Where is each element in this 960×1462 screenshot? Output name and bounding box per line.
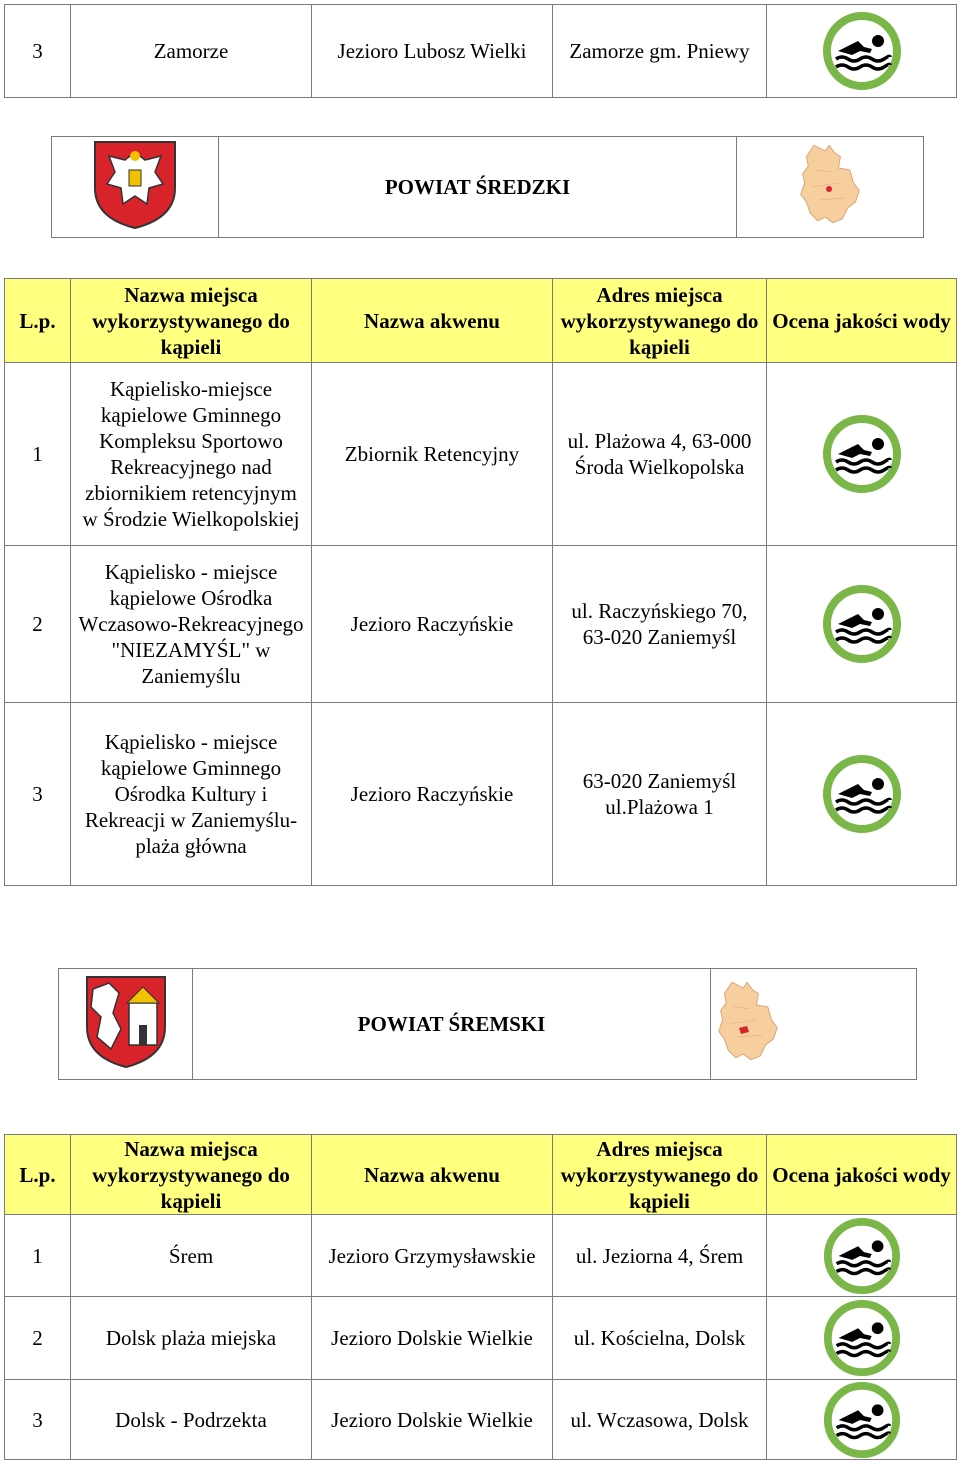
swimming-allowed-icon: [823, 1299, 901, 1377]
swimming-allowed-icon: [823, 1381, 901, 1459]
place-name: Dolsk - Podrzekta: [71, 1380, 312, 1460]
place-name: Kąpielisko - miejsce kąpielowe Gminnego Ośrodka Kultury i Rekreacji w Zaniemyślu-plaża główna: [71, 703, 312, 886]
water-quality-rating: [767, 703, 957, 886]
swimming-allowed-icon: [822, 414, 902, 494]
table-row: [5, 363, 957, 546]
table-row: [5, 1380, 957, 1460]
row-number: 3: [5, 703, 71, 886]
water-body-name: Zbiornik Retencyjny: [312, 363, 553, 546]
water-quality-rating: [767, 1215, 957, 1297]
table-row: [5, 546, 957, 703]
water-body-name: Jezioro Dolskie Wielkie: [312, 1297, 553, 1380]
coat-of-arms-sredzki-icon: [91, 138, 179, 230]
water-quality-rating: [767, 5, 957, 98]
place-name: Zamorze: [71, 5, 312, 98]
water-body-name: Jezioro Lubosz Wielki: [312, 5, 553, 98]
row-number: 1: [5, 363, 71, 546]
header-place: Nazwa miejsca wykorzystywanego do kąpieli: [71, 279, 312, 363]
place-name: Dolsk plaża miejska: [71, 1297, 312, 1380]
sredzki-table: [4, 278, 957, 886]
header-address: Adres miejsca wykorzystywanego do kąpieli: [553, 279, 767, 363]
swimming-allowed-icon: [823, 1217, 901, 1295]
coat-of-arms-sremski: [59, 969, 193, 1080]
section-title: POWIAT ŚREMSKI: [193, 969, 711, 1080]
place-address: ul. Jeziorna 4, Śrem: [553, 1215, 767, 1297]
region-map-sremski-icon: [715, 978, 781, 1064]
water-quality-rating: [767, 1297, 957, 1380]
water-body-name: Jezioro Dolskie Wielkie: [312, 1380, 553, 1460]
row-number: 3: [5, 1380, 71, 1460]
header-rating: Ocena jakości wody: [767, 1135, 957, 1215]
place-name: Kąpielisko-miejsce kąpielowe Gminnego Kompleksu Sportowo Rekreacyjnego nad zbiornikiem retencyjnym w Środzie Wielkopolskiej: [71, 363, 312, 546]
place-address: ul. Raczyńskiego 70, 63-020 Zaniemyśl: [553, 546, 767, 703]
water-quality-rating: [767, 363, 957, 546]
top-row-table: [4, 4, 957, 98]
header-rating: Ocena jakości wody: [767, 279, 957, 363]
header-water: Nazwa akwenu: [312, 279, 553, 363]
header-place: Nazwa miejsca wykorzystywanego do kąpieli: [71, 1135, 312, 1215]
table-row: [5, 1297, 957, 1380]
place-name: Kąpielisko - miejsce kąpielowe Ośrodka Wczasowo-Rekreacyjnego "NIEZAMYŚL" w Zaniemyślu: [71, 546, 312, 703]
header-lp: L.p.: [5, 1135, 71, 1215]
table-row: [5, 1215, 957, 1297]
swimming-allowed-icon: [822, 584, 902, 664]
section-title: POWIAT ŚREDZKI: [219, 137, 737, 238]
place-address: Zamorze gm. Pniewy: [553, 5, 767, 98]
place-address: ul. Plażowa 4, 63-000 Środa Wielkopolska: [553, 363, 767, 546]
coat-of-arms-sredzki: [52, 137, 219, 238]
header-address: Adres miejsca wykorzystywanego do kąpieli: [553, 1135, 767, 1215]
table-row: [5, 5, 957, 98]
row-number: 2: [5, 546, 71, 703]
header-water: Nazwa akwenu: [312, 1135, 553, 1215]
coat-of-arms-sremski-icon: [83, 973, 169, 1069]
place-address: 63-020 Zaniemyśl ul.Plażowa 1: [553, 703, 767, 886]
row-number: 1: [5, 1215, 71, 1297]
water-body-name: Jezioro Raczyńskie: [312, 546, 553, 703]
sremski-banner: [58, 968, 917, 1080]
water-body-name: Jezioro Grzymysławskie: [312, 1215, 553, 1297]
sremski-table: [4, 1134, 957, 1460]
region-map-sredzki: [737, 137, 924, 238]
header-row: [5, 1135, 957, 1215]
place-address: ul. Wczasowa, Dolsk: [553, 1380, 767, 1460]
sredzki-banner: [51, 136, 924, 238]
row-number: 2: [5, 1297, 71, 1380]
place-address: ul. Kościelna, Dolsk: [553, 1297, 767, 1380]
water-body-name: Jezioro Raczyńskie: [312, 703, 553, 886]
water-quality-rating: [767, 546, 957, 703]
region-map-sredzki-icon: [797, 141, 863, 227]
place-name: Śrem: [71, 1215, 312, 1297]
row-number: 3: [5, 5, 71, 98]
region-map-sremski: [711, 969, 917, 1080]
table-row: [5, 703, 957, 886]
swimming-allowed-icon: [822, 754, 902, 834]
swimming-allowed-icon: [822, 11, 902, 91]
water-quality-rating: [767, 1380, 957, 1460]
header-row: [5, 279, 957, 363]
header-lp: L.p.: [5, 279, 71, 363]
